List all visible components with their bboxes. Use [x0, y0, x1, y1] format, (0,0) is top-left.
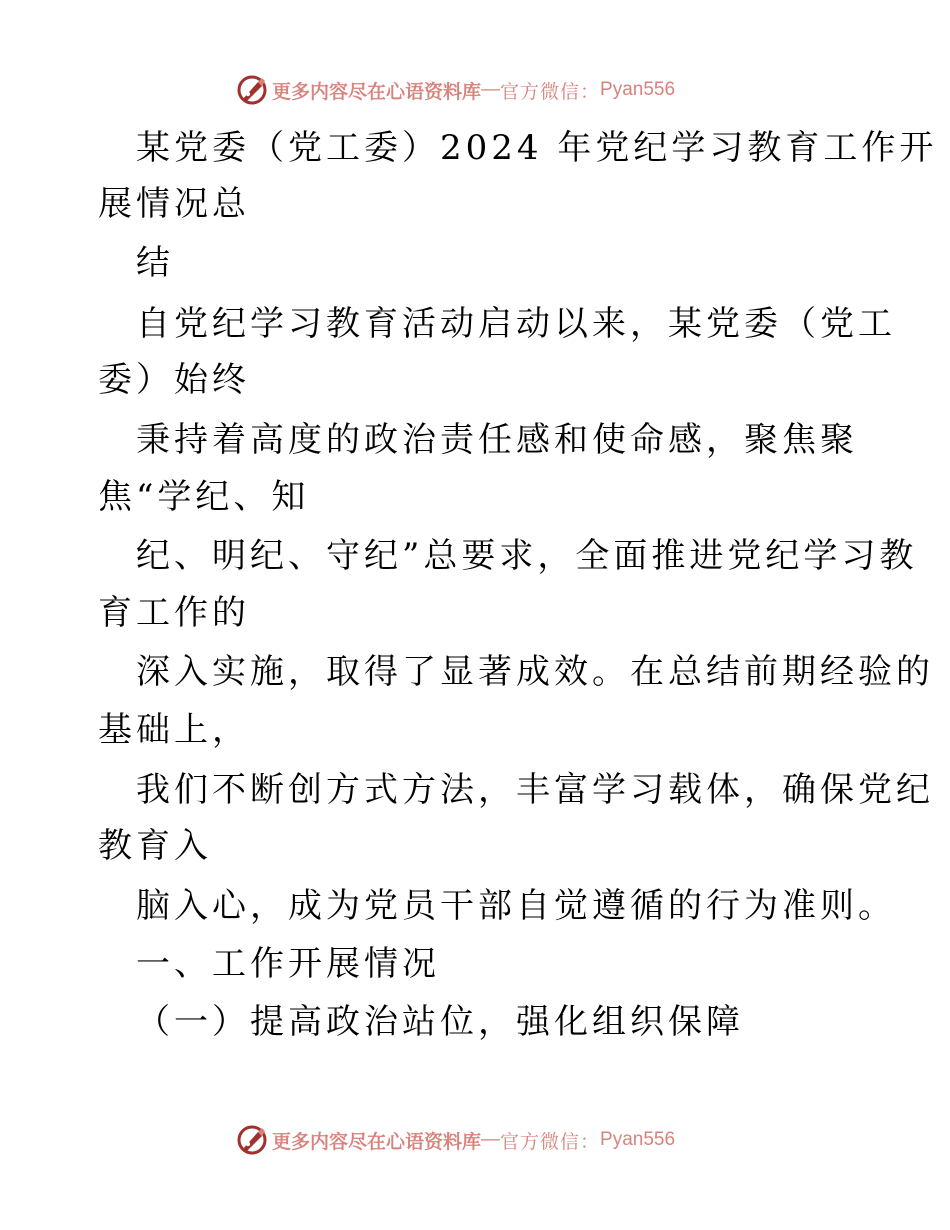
doc-text-line: 深入实施，取得了显著成效。在总结前期经验的 [136, 652, 934, 692]
subsection-heading: （一）提高政治站位，强化组织保障 [136, 1002, 744, 1042]
pen-logo-icon [236, 74, 268, 106]
pen-logo-icon [236, 1124, 268, 1156]
doc-text-line: 焦“学纪、知 [98, 477, 310, 517]
watermark-main-text: 更多内容尽在心语资料库 [272, 80, 482, 103]
doc-text-line: 自党纪学习教育活动启动以来，某党委（党工 [136, 304, 896, 344]
watermark-dash: — [481, 1129, 501, 1150]
section-heading: 一、工作开展情况 [136, 944, 440, 984]
watermark-wechat-label: 官方微信： [500, 80, 601, 103]
doc-text-line: 育工作的 [98, 593, 250, 633]
doc-text-line: 委）始终 [98, 360, 250, 400]
watermark-wechat-label: 官方微信： [500, 1130, 601, 1153]
doc-text-line: 我们不断创方式方法，丰富学习载体，确保党纪 [136, 770, 934, 810]
doc-title-line: 结 [136, 243, 174, 283]
watermark-header [236, 73, 675, 107]
doc-text-line: 秉持着高度的政治责任感和使命感，聚焦聚 [136, 420, 858, 460]
doc-title-line: 某党委（党工委）2024 年党纪学习教育工作开 [136, 128, 938, 168]
doc-text-line: 教育入 [98, 826, 212, 866]
doc-text-line: 纪、明纪、守纪”总要求，全面推进党纪学习教 [136, 536, 918, 576]
doc-text-line: 脑入心，成为党员干部自觉遵循的行为准则。 [136, 886, 896, 926]
doc-title-line: 展情况总 [98, 184, 250, 224]
watermark-main-text: 更多内容尽在心语资料库 [272, 1130, 482, 1153]
watermark-wechat-id: Pyan556 [600, 79, 676, 100]
watermark-wechat-id: Pyan556 [600, 1129, 676, 1150]
watermark-dash: — [481, 79, 501, 100]
doc-text-line: 基础上， [98, 710, 250, 750]
watermark-footer [236, 1123, 675, 1157]
